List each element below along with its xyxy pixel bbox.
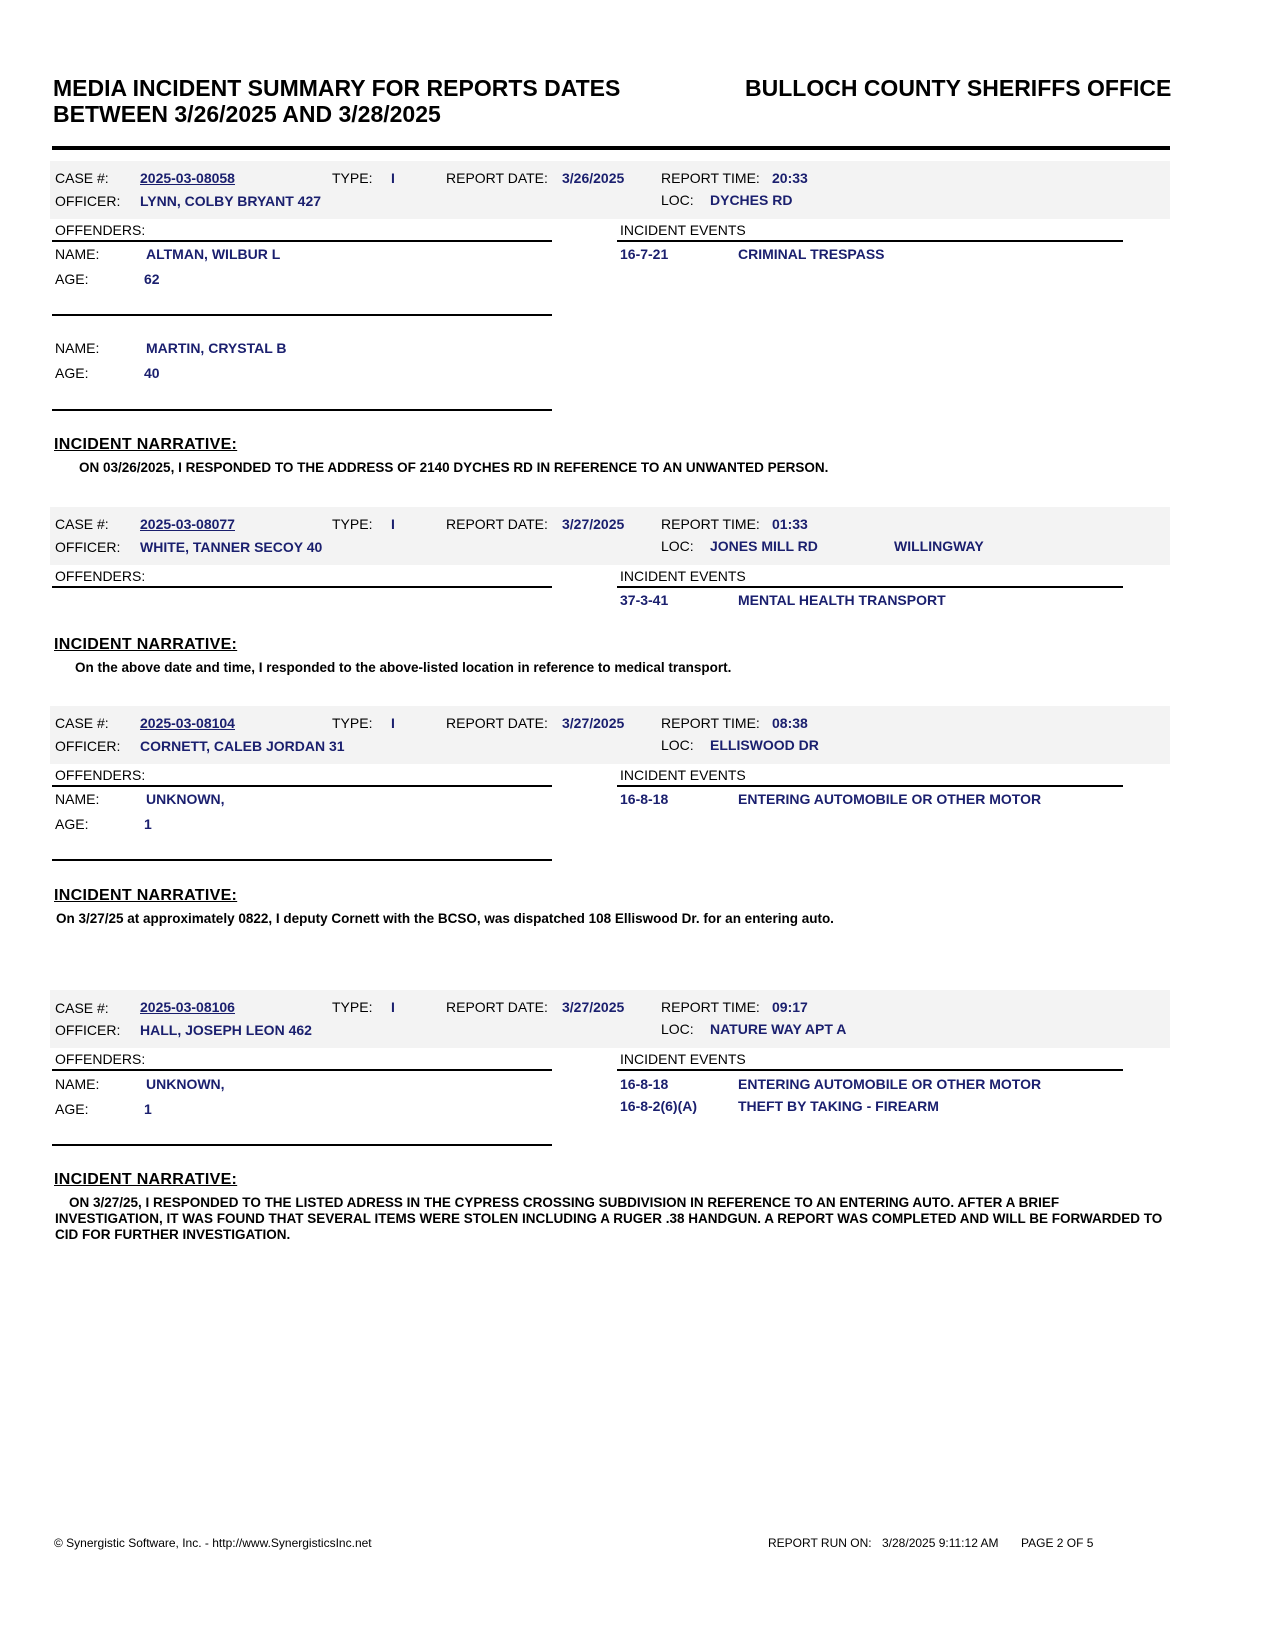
event-description: MENTAL HEALTH TRANSPORT: [738, 592, 946, 608]
offenders-rule: [52, 785, 552, 787]
offender-divider: [52, 859, 552, 861]
narrative-text: On the above date and time, I responded to the above-listed location in reference to medical transport.: [75, 660, 732, 675]
event-code: 16-8-18: [620, 1076, 669, 1092]
event-description: ENTERING AUTOMOBILE OR OTHER MOTOR: [738, 1076, 1042, 1092]
case-number-link[interactable]: 2025-03-08106: [140, 999, 235, 1015]
software-credit: © Synergistic Software, Inc. - http://www.SynergisticsInc.net: [54, 1536, 372, 1550]
offenders-label: OFFENDERS:: [55, 1051, 146, 1067]
offender-divider: [52, 409, 552, 411]
offender-name: MARTIN, CRYSTAL B: [146, 340, 287, 356]
offender-name: UNKNOWN,: [146, 791, 225, 807]
header-divider: [52, 146, 1170, 150]
incident-events-label: INCIDENT EVENTS: [620, 222, 746, 238]
events-rule: [617, 240, 1123, 242]
loc-label: LOC:: [661, 538, 694, 554]
offender-name-label: NAME:: [55, 1076, 100, 1092]
event-code: 16-8-18: [620, 791, 669, 807]
offender-age: 40: [144, 365, 160, 381]
offender-divider: [52, 314, 552, 316]
report-time-label: REPORT TIME:: [661, 170, 760, 186]
narrative-heading: INCIDENT NARRATIVE:: [54, 1171, 238, 1188]
type-label: TYPE:: [332, 999, 373, 1015]
report-time-label: REPORT TIME:: [661, 999, 760, 1015]
offender-age-label: AGE:: [55, 816, 89, 832]
event-description: CRIMINAL TRESPASS: [738, 246, 885, 262]
loc-label: LOC:: [661, 737, 694, 753]
offender-age-label: AGE:: [55, 271, 89, 287]
narrative-heading: INCIDENT NARRATIVE:: [54, 436, 238, 453]
type-label: TYPE:: [332, 170, 373, 186]
report-date-value: 3/27/2025: [562, 715, 625, 731]
event-code: 16-7-21: [620, 246, 669, 262]
loc-value: ELLISWOOD DR: [710, 737, 819, 753]
report-title-line1: MEDIA INCIDENT SUMMARY FOR REPORTS DATES: [53, 75, 621, 101]
report-time-value: 01:33: [772, 516, 808, 532]
report-date-label: REPORT DATE:: [446, 999, 548, 1015]
offender-age-label: AGE:: [55, 365, 89, 381]
offenders-rule: [52, 240, 552, 242]
case-number-link[interactable]: 2025-03-08058: [140, 170, 235, 186]
incident-events-label: INCIDENT EVENTS: [620, 767, 746, 783]
report-run-label: REPORT RUN ON:: [768, 1536, 872, 1550]
narrative-text: ON 3/27/25, I RESPONDED TO THE LISTED ADRESS IN THE CYPRESS CROSSING SUBDIVISION IN REFERENCE TO AN ENTERING AUTO. AFTER A BRIEF INVESTIGATION, IT WAS FOUND THAT SEVERAL ITEMS WERE STOLEN INCLUDING A RUGER .38 HANDGUN. A REPORT WAS COMPLETED AND WILL BE FORWARDED TO CID FOR FURTHER INVESTIGATION.: [55, 1195, 1163, 1242]
report-time-label: REPORT TIME:: [661, 516, 760, 532]
agency-name: BULLOCH COUNTY SHERIFFS OFFICE: [745, 75, 1172, 101]
report-date-label: REPORT DATE:: [446, 170, 548, 186]
event-code: 16-8-2(6)(A): [620, 1098, 698, 1114]
offenders-rule: [52, 1069, 552, 1071]
loc-label: LOC:: [661, 192, 694, 208]
loc-label: LOC:: [661, 1021, 694, 1037]
loc-value: DYCHES RD: [710, 192, 793, 208]
officer-label: OFFICER:: [55, 193, 121, 209]
report-time-value: 09:17: [772, 999, 808, 1015]
case-label: CASE #:: [55, 1000, 109, 1016]
case-label: CASE #:: [55, 715, 109, 731]
report-title-line2: BETWEEN 3/26/2025 AND 3/28/2025: [53, 101, 441, 127]
page-number: PAGE 2 OF 5: [1021, 1536, 1094, 1550]
offenders-label: OFFENDERS:: [55, 767, 146, 783]
offender-divider: [52, 1144, 552, 1146]
loc-value: JONES MILL RD: [710, 538, 818, 554]
incident-events-label: INCIDENT EVENTS: [620, 568, 746, 584]
report-date-label: REPORT DATE:: [446, 516, 548, 532]
officer-label: OFFICER:: [55, 738, 121, 754]
offender-name-label: NAME:: [55, 340, 100, 356]
type-value: I: [391, 999, 395, 1015]
event-description: ENTERING AUTOMOBILE OR OTHER MOTOR: [738, 791, 1042, 807]
type-label: TYPE:: [332, 715, 373, 731]
offender-age: 1: [144, 816, 152, 832]
offender-age: 62: [144, 271, 160, 287]
offender-age-label: AGE:: [55, 1101, 89, 1117]
report-time-value: 20:33: [772, 170, 808, 186]
events-rule: [617, 1069, 1123, 1071]
offenders-label: OFFENDERS:: [55, 222, 146, 238]
officer-value: LYNN, COLBY BRYANT 427: [140, 193, 322, 209]
case-label: CASE #:: [55, 170, 109, 186]
event-description: THEFT BY TAKING - FIREARM: [738, 1098, 939, 1114]
type-value: I: [391, 516, 395, 532]
loc-value: NATURE WAY APT A: [710, 1021, 847, 1037]
loc-secondary-value: WILLINGWAY: [894, 538, 984, 554]
events-rule: [617, 586, 1123, 588]
report-date-value: 3/26/2025: [562, 170, 625, 186]
officer-value: HALL, JOSEPH LEON 462: [140, 1022, 312, 1038]
case-label: CASE #:: [55, 516, 109, 532]
offender-name-label: NAME:: [55, 246, 100, 262]
type-value: I: [391, 715, 395, 731]
offender-name: UNKNOWN,: [146, 1076, 225, 1092]
offenders-label: OFFENDERS:: [55, 568, 146, 584]
officer-label: OFFICER:: [55, 539, 121, 555]
type-value: I: [391, 170, 395, 186]
narrative-heading: INCIDENT NARRATIVE:: [54, 887, 238, 904]
offender-name-label: NAME:: [55, 791, 100, 807]
case-number-link[interactable]: 2025-03-08104: [140, 715, 235, 731]
report-time-value: 08:38: [772, 715, 808, 731]
offenders-rule: [52, 586, 552, 588]
offender-name: ALTMAN, WILBUR L: [146, 246, 281, 262]
events-rule: [617, 785, 1123, 787]
narrative-heading: INCIDENT NARRATIVE:: [54, 636, 238, 653]
report-date-value: 3/27/2025: [562, 516, 625, 532]
case-number-link[interactable]: 2025-03-08077: [140, 516, 235, 532]
officer-value: WHITE, TANNER SECOY 40: [140, 539, 323, 555]
offender-age: 1: [144, 1101, 152, 1117]
officer-label: OFFICER:: [55, 1022, 121, 1038]
narrative-text: On 3/27/25 at approximately 0822, I deputy Cornett with the BCSO, was dispatched 108 Elliswood Dr. for an entering auto.: [56, 911, 834, 926]
report-run-value: 3/28/2025 9:11:12 AM: [882, 1536, 999, 1550]
officer-value: CORNETT, CALEB JORDAN 31: [140, 738, 345, 754]
report-time-label: REPORT TIME:: [661, 715, 760, 731]
event-code: 37-3-41: [620, 592, 669, 608]
incident-events-label: INCIDENT EVENTS: [620, 1051, 746, 1067]
type-label: TYPE:: [332, 516, 373, 532]
report-date-value: 3/27/2025: [562, 999, 625, 1015]
report-date-label: REPORT DATE:: [446, 715, 548, 731]
narrative-text: ON 03/26/2025, I RESPONDED TO THE ADDRESS OF 2140 DYCHES RD IN REFERENCE TO AN UNWANTED PERSON.: [79, 460, 829, 475]
